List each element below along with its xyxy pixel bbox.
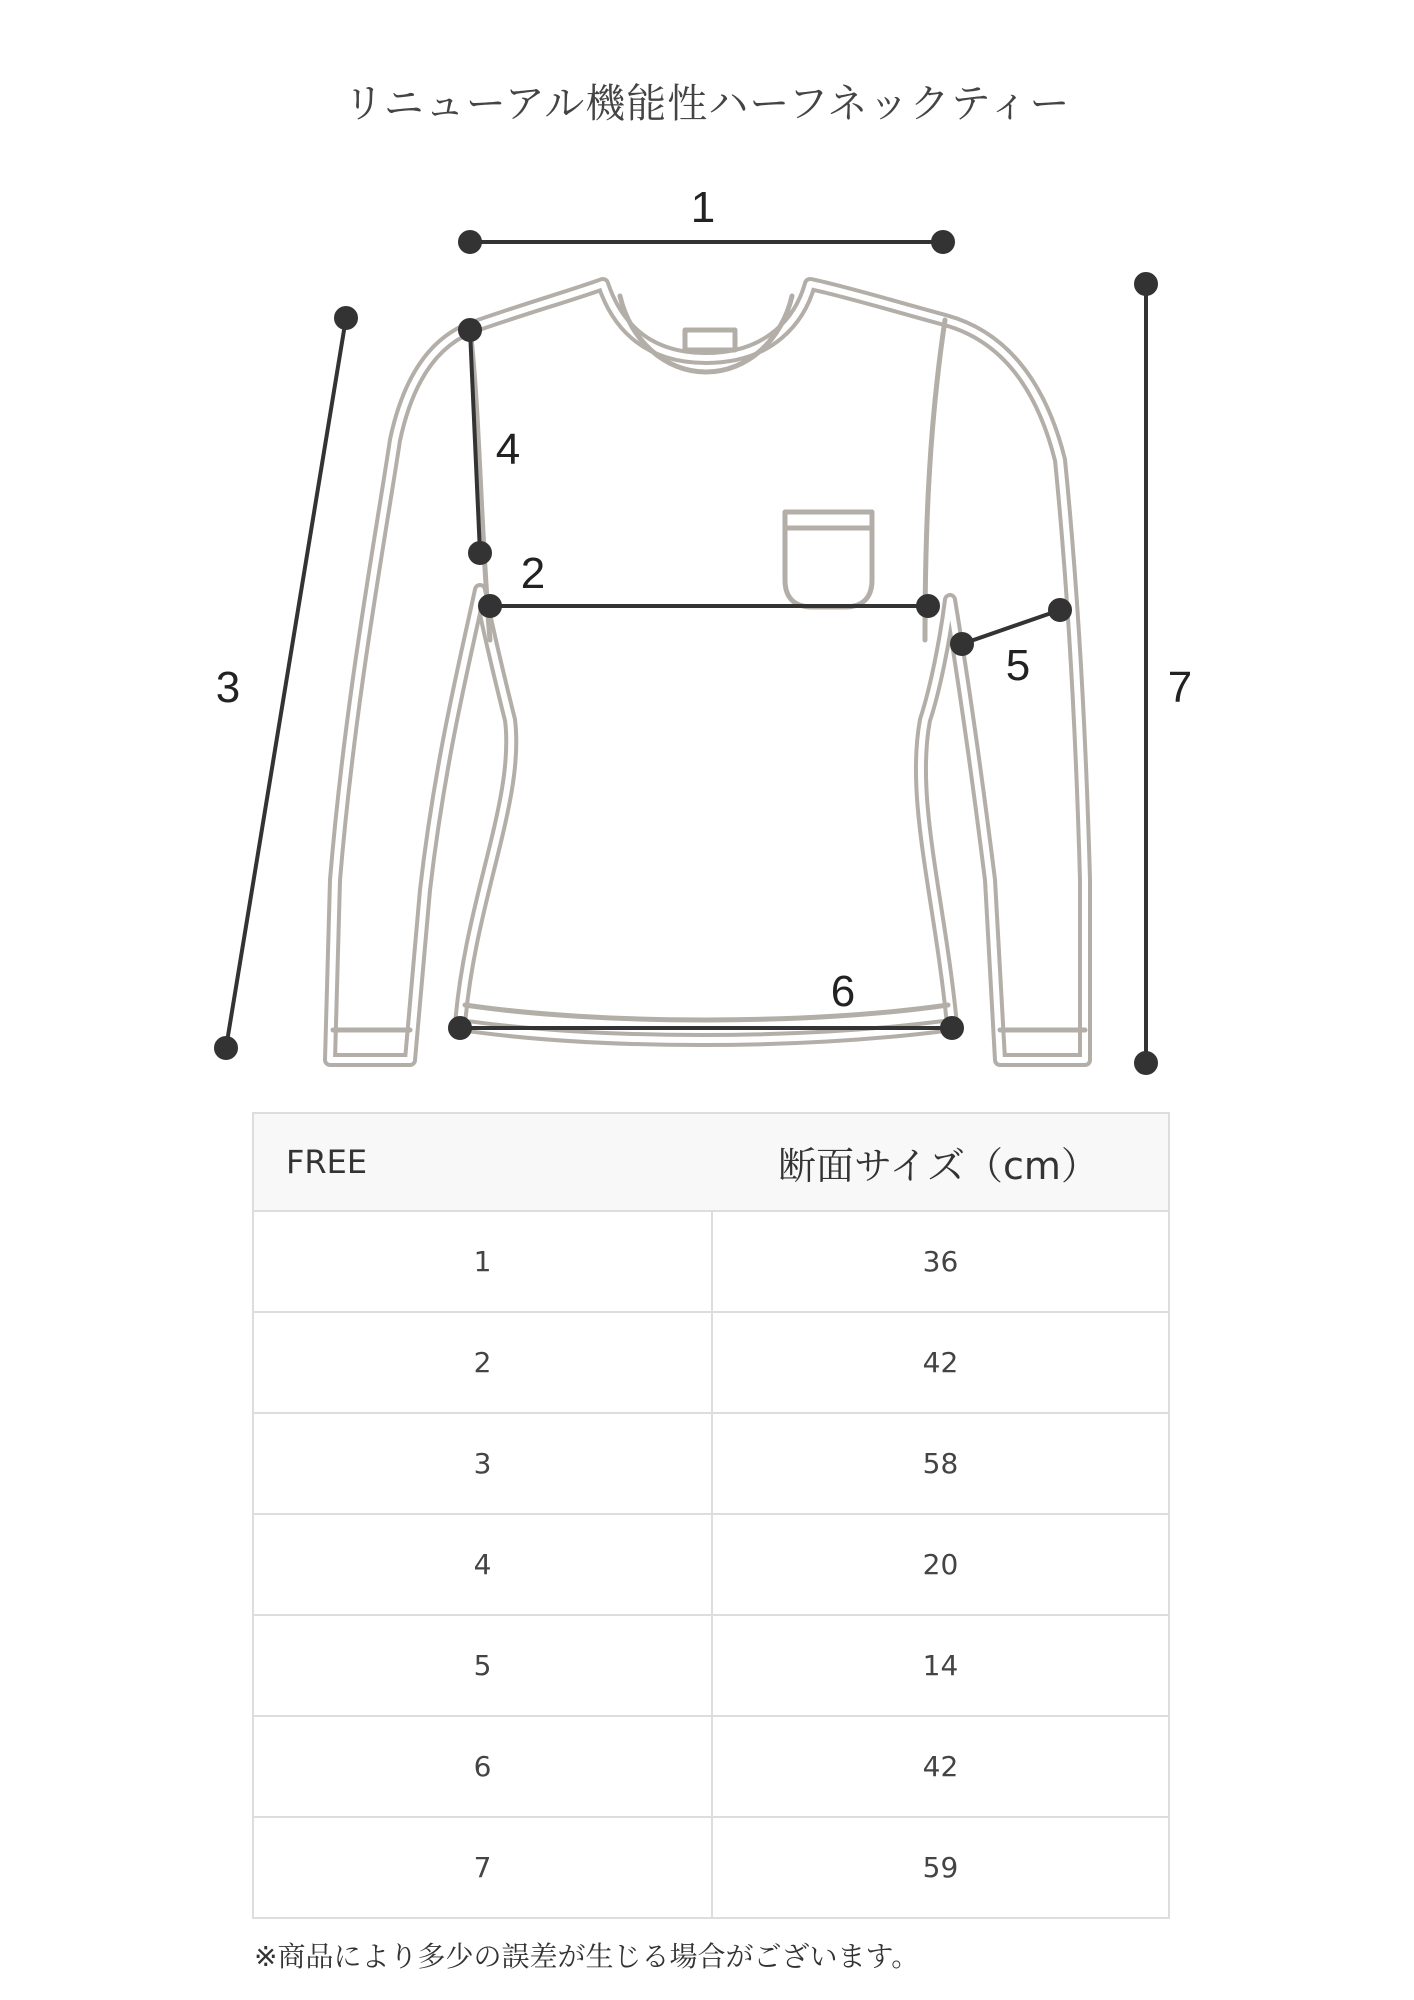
size-column-header: FREE [253, 1113, 712, 1211]
measure-7 [1136, 274, 1156, 1073]
product-title: リニューアル機能性ハーフネックティー [343, 81, 1071, 127]
measure-label-5: 5 [1005, 641, 1031, 690]
tshirt-outline [330, 284, 1085, 1060]
table-row [253, 1312, 1169, 1413]
row-value: 20 [712, 1514, 1169, 1615]
row-value: 36 [712, 1211, 1169, 1312]
row-item: 1 [253, 1211, 712, 1312]
hem-line [465, 1005, 948, 1020]
table-row [253, 1615, 1169, 1716]
row-value: 14 [712, 1615, 1169, 1716]
row-value: 58 [712, 1413, 1169, 1514]
row-value: 59 [712, 1817, 1169, 1918]
row-item: 4 [253, 1514, 712, 1615]
armhole-right [925, 320, 945, 640]
table-row [253, 1413, 1169, 1514]
table-row [253, 1211, 1169, 1312]
table-row [253, 1514, 1169, 1615]
row-value: 42 [712, 1312, 1169, 1413]
measure-label-1: 1 [690, 183, 716, 232]
tshirt-details [333, 296, 1085, 1030]
row-item: 5 [253, 1615, 712, 1716]
table-row [253, 1817, 1169, 1918]
row-item: 7 [253, 1817, 712, 1918]
row-item: 3 [253, 1413, 712, 1514]
measure-label-2: 2 [520, 549, 546, 598]
disclaimer-note: ※商品により多少の誤差が生じる場合がございます。 [254, 1940, 920, 1973]
measure-1 [460, 232, 953, 252]
size-table [252, 1112, 1170, 1919]
measure-label-4: 4 [495, 425, 521, 474]
size-table-header [253, 1113, 1169, 1211]
measure-label-6: 6 [830, 967, 856, 1016]
measure-label-3: 3 [215, 663, 241, 712]
measurement-column-header: 断面サイズ（cm） [712, 1113, 1169, 1211]
tshirt-inner-lines [330, 284, 1085, 1060]
row-item: 2 [253, 1312, 712, 1413]
neck-label [685, 330, 735, 350]
measure-label-7: 7 [1167, 663, 1193, 712]
row-item: 6 [253, 1716, 712, 1817]
shirt-body-outline [330, 284, 1085, 1060]
row-value: 42 [712, 1716, 1169, 1817]
table-row [253, 1716, 1169, 1817]
